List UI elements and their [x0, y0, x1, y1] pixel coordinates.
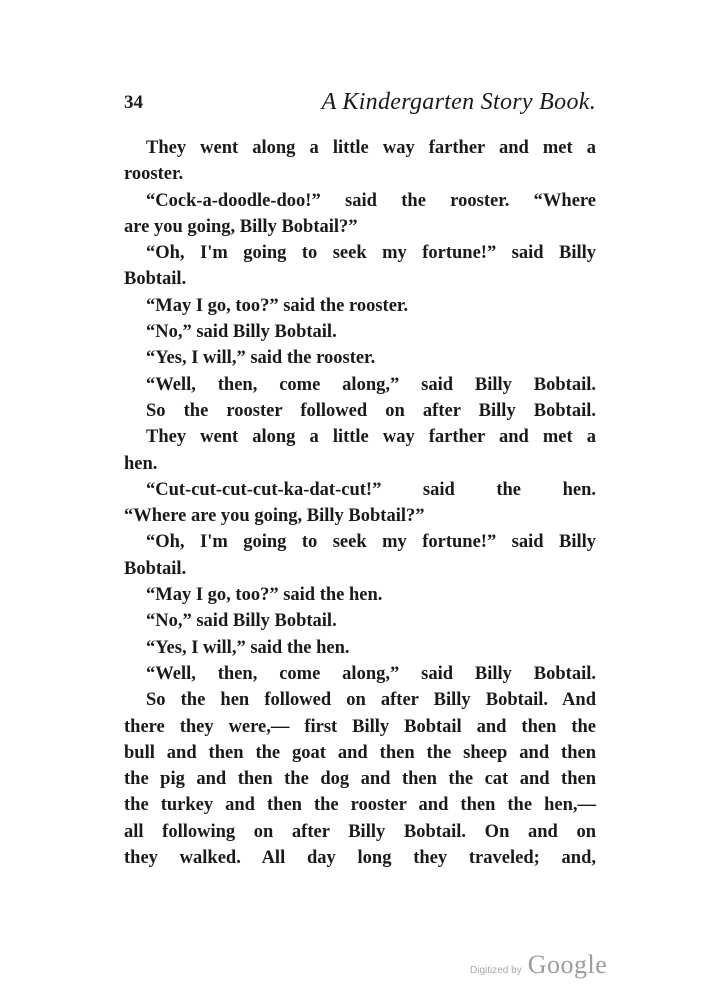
text-line: They went along a little way farther and met a: [146, 138, 596, 158]
text-line: “Well, then, come along,” said Billy Bobtail.: [146, 663, 596, 684]
text-line: So the rooster followed on after Billy Bobtail.: [146, 400, 596, 421]
body-text: [124, 135, 596, 871]
text-line: Bobtail.: [124, 269, 187, 290]
digitized-watermark: [470, 950, 607, 980]
page-number: 34: [124, 92, 143, 113]
page-header: [124, 89, 596, 122]
text-line: “Yes, I will,” said the hen.: [146, 637, 350, 658]
text-line: “Well, then, come along,” said Billy Bobtail.: [146, 374, 596, 395]
text-line: there they were,— first Billy Bobtail and then the: [124, 716, 596, 737]
watermark-brand: Google: [527, 950, 608, 979]
text-line: “No,” said Billy Bobtail.: [146, 322, 337, 343]
watermark-prefix: Digitized by: [470, 965, 522, 976]
text-line: “Cock-a-doodle-doo!” said the rooster. “Where: [146, 190, 596, 211]
text-line: bull and then the goat and then the sheep and then: [124, 742, 596, 763]
text-line: “Yes, I will,” said the rooster.: [146, 348, 376, 369]
text-line: are you going, Billy Bobtail?”: [124, 216, 358, 237]
text-line: “No,” said Billy Bobtail.: [146, 611, 337, 632]
text-line: all following on after Billy Bobtail. On and on: [124, 821, 596, 842]
text-line: “Where are you going, Billy Bobtail?”: [124, 506, 425, 527]
text-line: rooster.: [124, 164, 184, 185]
running-title: A Kindergarten Story Book.: [321, 89, 596, 115]
text-line: hen.: [124, 453, 158, 474]
text-line: So the hen followed on after Billy Bobtail. And: [146, 690, 596, 711]
text-line: They went along a little way farther and met a: [146, 427, 596, 448]
text-line: they walked. All day long they traveled; and,: [124, 848, 596, 869]
text-line: “May I go, too?” said the hen.: [146, 585, 383, 606]
text-line: the pig and then the dog and then the cat and then: [124, 769, 596, 790]
text-line: the turkey and then the rooster and then the hen,—: [124, 795, 596, 816]
text-line: Bobtail.: [124, 558, 187, 579]
text-line: “May I go, too?” said the rooster.: [146, 295, 409, 316]
text-line: “Cut-cut-cut-cut-ka-dat-cut!” said the hen.: [146, 479, 596, 500]
text-line: “Oh, I'm going to seek my fortune!” said Billy: [146, 532, 596, 553]
text-line: “Oh, I'm going to seek my fortune!” said Billy: [146, 243, 596, 264]
